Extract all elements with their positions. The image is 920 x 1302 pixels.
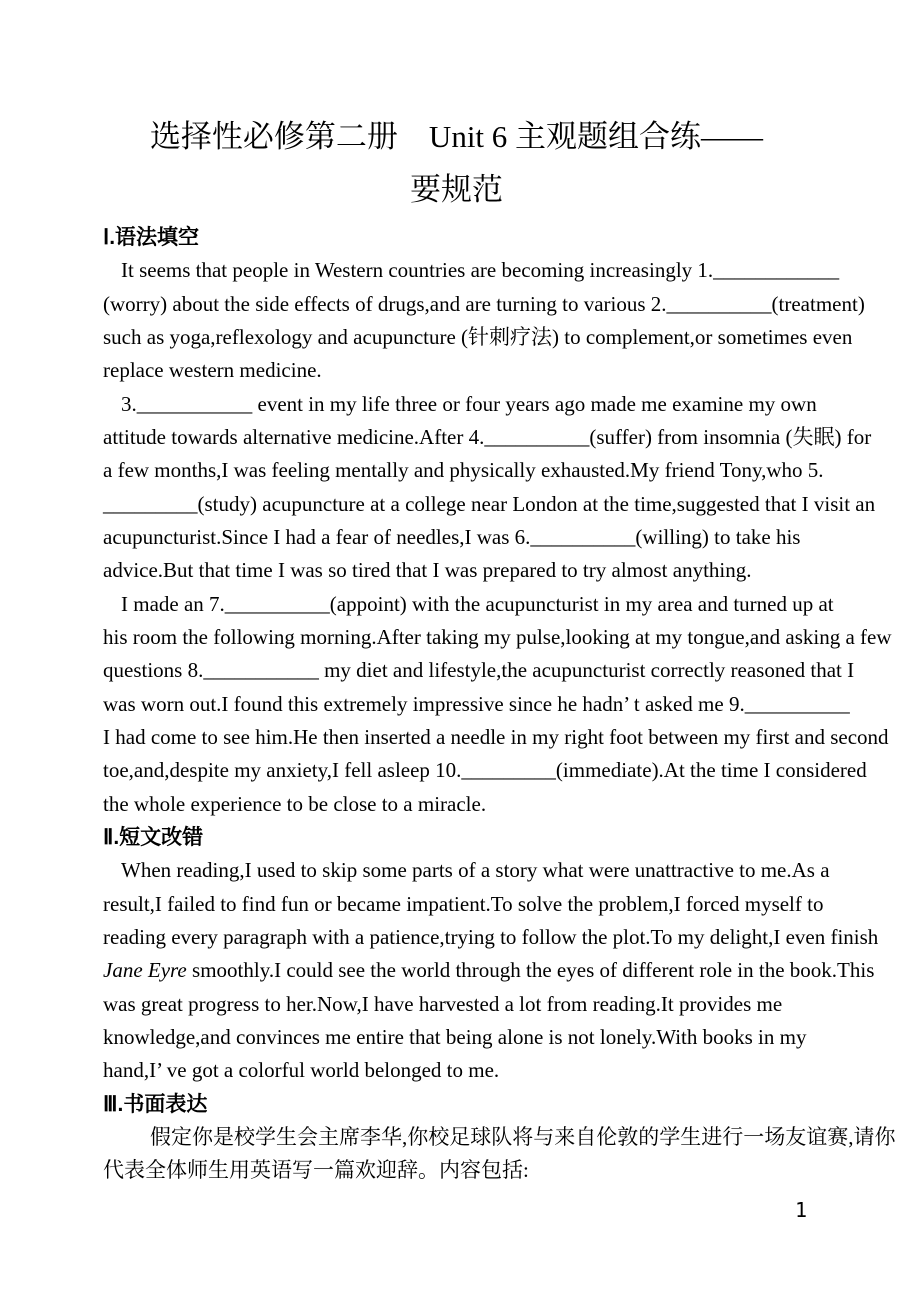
- body-line: knowledge,and convinces me entire that being alone is not lonely.With books in my: [103, 1024, 807, 1049]
- body-line: reading every paragraph with a patience,trying to follow the plot.To my delight,I even finish: [103, 924, 879, 949]
- body-line: It seems that people in Western countries are becoming increasingly 1.____________: [121, 258, 840, 283]
- body-line: such as yoga,reflexology and acupuncture (针刺疗法) to complement,or sometimes even: [103, 324, 853, 349]
- body-line: toe,and,despite my anxiety,I fell asleep 10._________(immediate).At the time I considered: [103, 758, 867, 783]
- body-line: I made an 7.__________(appoint) with the acupuncturist in my area and turned up at: [121, 591, 834, 616]
- body-line-rest: smoothly.I could see the world through the eyes of different role in the book.This: [186, 958, 875, 983]
- body-line: the whole experience to be close to a miracle.: [103, 791, 487, 816]
- body-line: (worry) about the side effects of drugs,and are turning to various 2.__________(treatment): [103, 291, 865, 316]
- body-line: a few months,I was feeling mentally and physically exhausted.My friend Tony,who 5.: [103, 458, 824, 483]
- body-line: _________(study) acupuncture at a college near London at the time,suggested that I visit an: [103, 491, 876, 516]
- body-line: 假定你是校学生会主席李华,你校足球队将与来自伦敦的学生进行一场友谊赛,请你: [150, 1124, 896, 1149]
- body-line: I had come to see him.He then inserted a needle in my right foot between my first and second: [103, 724, 889, 749]
- body-line: advice.But that time I was so tired that I was prepared to try almost anything.: [103, 558, 752, 583]
- section-heading-grammar-fill: Ⅰ.语法填空: [103, 226, 200, 249]
- body-line: acupuncturist.Since I had a fear of needles,I was 6.__________(willing) to take his: [103, 524, 801, 549]
- body-line: was worn out.I found this extremely impressive since he hadn’ t asked me 9.__________: [103, 691, 850, 716]
- body-line: his room the following morning.After taking my pulse,looking at my tongue,and asking a few: [103, 624, 892, 649]
- body-line: When reading,I used to skip some parts of a story what were unattractive to me.As a: [121, 858, 830, 883]
- body-line: questions 8.___________ my diet and lifestyle,the acupuncturist correctly reasoned that I: [103, 658, 855, 683]
- doc-title-line-1: 选择性必修第二册 Unit 6 主观题组合练——: [149, 119, 764, 154]
- doc-body: [103, 221, 896, 1188]
- section-heading-written-expression: Ⅲ.书面表达: [103, 1092, 208, 1116]
- body-line: result,I failed to find fun or became impatient.To solve the problem,I forced myself to: [103, 891, 824, 916]
- body-line: replace western medicine.: [103, 358, 322, 383]
- body-line: hand,I’ ve got a colorful world belonged to me.: [103, 1058, 500, 1083]
- body-line: was great progress to her.Now,I have harvested a lot from reading.It provides me: [103, 991, 783, 1016]
- book-title-jane-eyre: Jane Eyre: [103, 958, 187, 983]
- body-line: attitude towards alternative medicine.After 4.__________(suffer) from insomnia (失眠) for: [103, 424, 872, 449]
- doc-title: [103, 110, 810, 216]
- body-line: [103, 954, 875, 987]
- page-number: 1: [795, 1198, 808, 1222]
- body-line: 3.___________ event in my life three or four years ago made me examine my own: [121, 391, 817, 416]
- doc-title-line-2: 要规范: [410, 172, 503, 207]
- body-line: 代表全体师生用英语写一篇欢迎辞。内容包括:: [103, 1158, 529, 1183]
- section-heading-error-correction: Ⅱ.短文改错: [103, 825, 204, 849]
